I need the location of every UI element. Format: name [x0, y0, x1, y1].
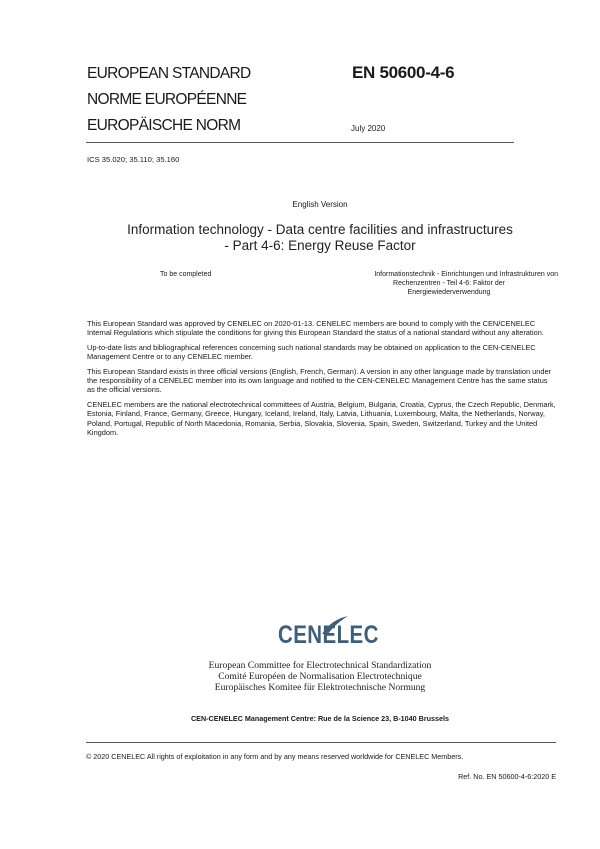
reference-number: Ref. No. EN 50600-4-6:2020 E [458, 772, 556, 781]
committee-name-fr: Comité Européen de Normalisation Electrotechnique [218, 671, 422, 683]
logo-wordmark: CENELEC [278, 621, 379, 649]
header-rule [86, 142, 514, 143]
references-paragraph: Up-to-date lists and bibliographical references concerning such national standards may be obtained on application to the CEN-CENELEC Management Centre or to any CENELEC member. [87, 342, 536, 362]
document-title [0, 222, 600, 254]
document-title-line1: Information technology - Data centre facilities and infrastructures [127, 222, 513, 237]
title-french: NORME EUROPÉENNE [87, 91, 247, 108]
legal-notice [87, 319, 557, 442]
management-centre-address: CEN-CENELEC Management Centre: Rue de la Science 23, B-1040 Brussels [190, 714, 450, 723]
copyright-notice: © 2020 CENELEC All rights of exploitation in any form and by any means reserved worldwide for CENELEC Members. [86, 752, 464, 761]
versions-paragraph: This European Standard exists in three official versions (English, French, German). A version in any other language made by translation under the responsibility of a CENELEC member into its own language and notified to the CEN-CENELEC Management Centre has the same status as the official versions. [87, 366, 552, 395]
title-german: EUROPÄISCHE NORM [87, 117, 241, 134]
committee-name-de: Europäisches Komitee für Elektrotechnische Normung [214, 682, 426, 694]
cenelec-logo [278, 614, 398, 658]
document-title-line2: - Part 4-6: Energy Reuse Factor [224, 238, 416, 253]
approval-paragraph: This European Standard was approved by CENELEC on 2020-01-13. CENELEC members are bound to comply with the CEN/CENELEC Internal Regulations which stipulate the conditions for giving this European Standard the status of a national standard without any alteration. [87, 319, 544, 338]
title-french-placeholder: To be completed [160, 271, 212, 278]
standard-number: EN 50600-4-6 [352, 63, 455, 82]
footer-rule [86, 742, 556, 743]
title-german-translation [340, 270, 558, 297]
german-title-line1: Informationstechnik - Einrichtungen und Infrastrukturen von [374, 271, 558, 278]
ics-codes: ICS 35.020; 35.110; 35.160 [87, 155, 180, 164]
german-title-line3: Energiewiederverwendung [407, 289, 491, 296]
title-english: EUROPEAN STANDARD [87, 65, 251, 82]
members-paragraph: CENELEC members are the national electrotechnical committees of Austria, Belgium, Bulgaria, Croatia, Cyprus, the Czech Republic, Denmark, Estonia, Finland, France, Germany, Greece, Hungary, Iceland, Ireland, Italy, Latvia, Lithuania, Luxembourg, Malta, the Netherlands, Norway, Poland, Portugal, Republic of North Macedonia, Romania, Serbia, Slovakia, Slovenia, Spain, Sweden, Switzerland, Turkey and the United Kingdom. [87, 399, 556, 438]
committee-names [150, 660, 490, 694]
committee-name-en: European Committee for Electrotechnical Standardization [208, 660, 432, 671]
german-title-line2: Rechenzentren - Teil 4-6: Faktor der [393, 280, 505, 287]
publication-date: July 2020 [351, 124, 386, 133]
version-label: English Version [292, 200, 348, 209]
